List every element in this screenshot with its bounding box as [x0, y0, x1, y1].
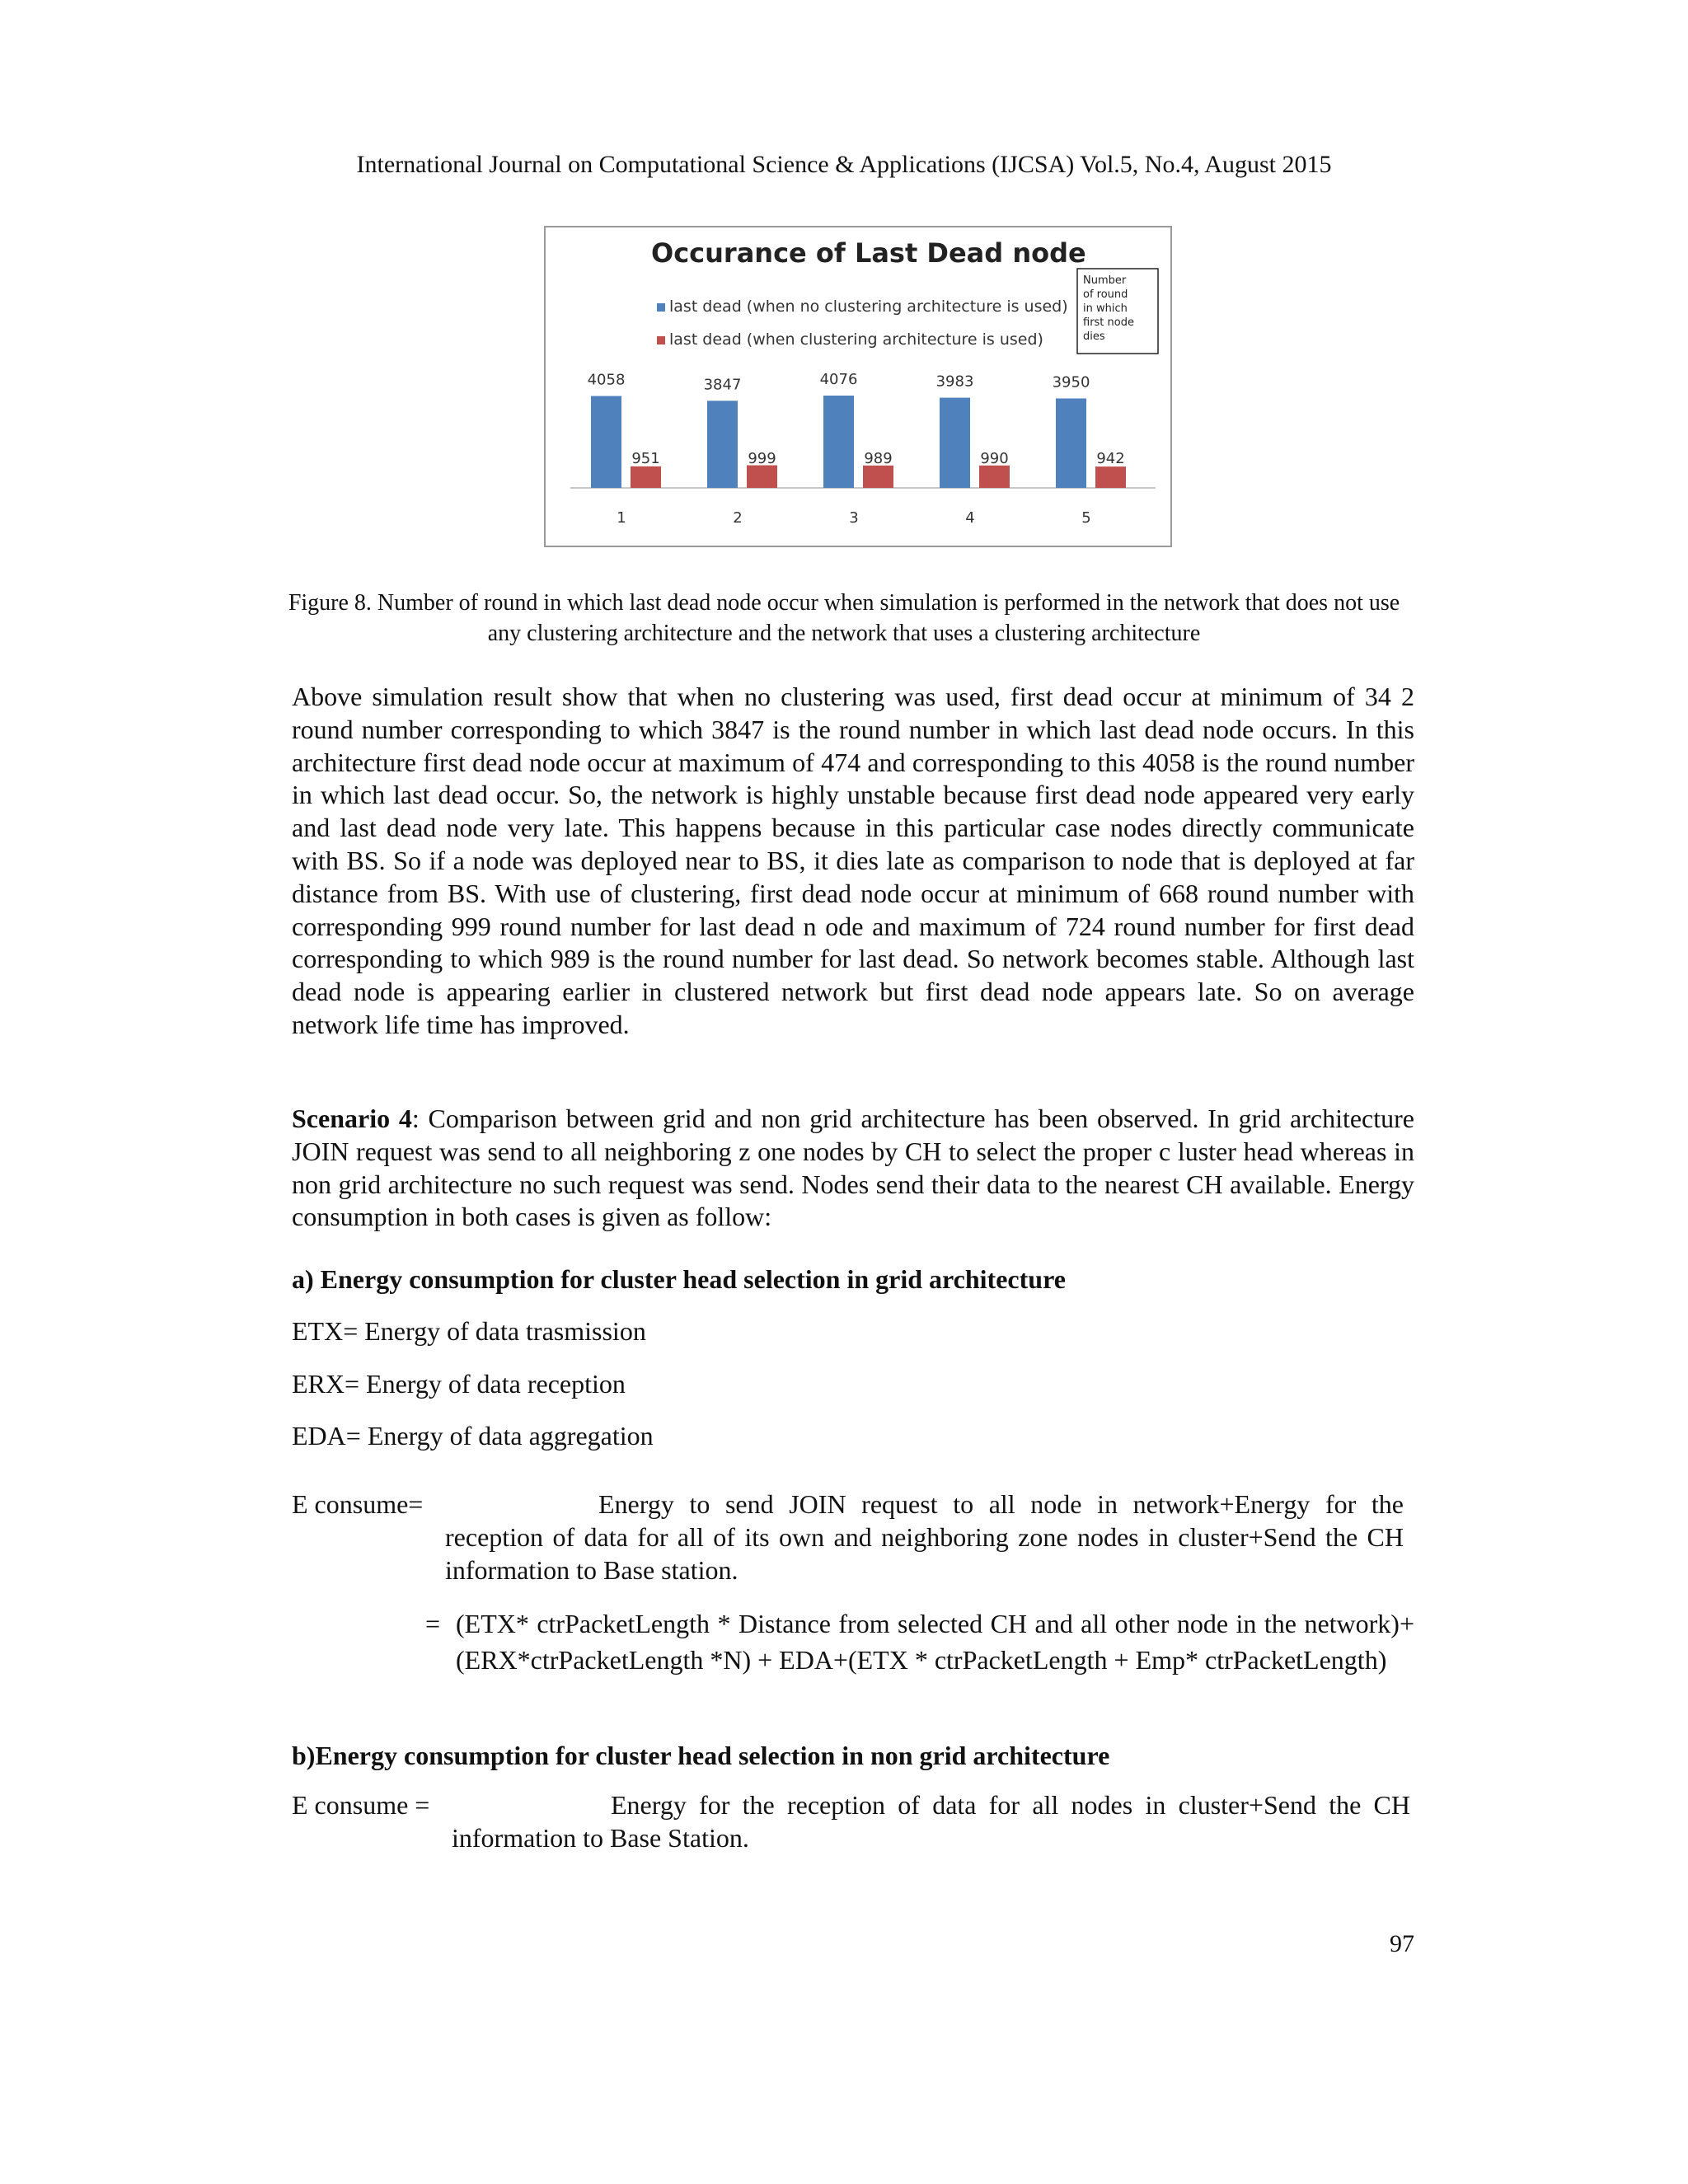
bar-series2-cat1 — [631, 466, 661, 488]
data-label-series1-cat3: 4076 — [819, 371, 858, 388]
data-label-series1-cat2: 3847 — [703, 376, 742, 394]
bar-series1-cat1 — [591, 396, 621, 488]
equation-2-rhs: (ETX* ctrPacketLength * Distance from selected CH and all other node in the network)+(ERX*ctrPacketLength *N) + EDA+(ETX * ctrPacketLength + Emp* ctrPacketLength) — [456, 1609, 1414, 1675]
bar-series2-cat5 — [1095, 466, 1126, 488]
page-number: 97 — [1390, 1930, 1414, 1957]
data-label-series2-cat4: 990 — [980, 450, 1009, 467]
data-label-series1-cat4: 3983 — [935, 373, 974, 391]
scenario-label: Scenario 4 — [292, 1104, 412, 1133]
chart-title: Occurance of Last Dead node — [651, 237, 1086, 269]
data-label-series2-cat2: 999 — [748, 450, 776, 467]
x-tick-label-2: 2 — [733, 509, 743, 527]
figure-caption: Figure 8. Number of round in which last dead node occur when simulation is performed in the network that does not use any clustering architecture and the network that uses a clustering architecture — [288, 590, 1400, 646]
paragraph-scenario-4 — [292, 1103, 1414, 1234]
x-tick-label-4: 4 — [965, 509, 975, 527]
legend-label-no-clustering: last dead (when no clustering architecture is used) — [669, 298, 1068, 316]
bar-series1-cat4 — [940, 398, 970, 488]
bar-series2-cat3 — [863, 466, 893, 488]
legend-label-clustering: last dead (when clustering architecture is used) — [669, 330, 1043, 349]
definition-erx: ERX= Energy of data reception — [292, 1369, 626, 1399]
definition-eda: EDA= Energy of data aggregation — [292, 1421, 654, 1451]
equation-1-lhs: E consume= — [292, 1489, 424, 1519]
figure-8-chart — [544, 226, 1172, 547]
paragraph-simulation-result: Above simulation result show that when no clustering was used, first dead occur at minimum of 34 2 round number corresponding to which 3847 is the round number in which last dead node occurs. In this architecture first dead node occur at maximum of 474 and corresponding to this 4058 is the round number in which last dead occur. So, the network is highly unstable because first dead node appeared very early and last dead node very late. This happens because in this particular case nodes directly communicate with BS. So if a node was deployed near to BS, it dies late as comparison to node that is deployed at far distance from BS. With use of clustering, first dead node occur at minimum of 668 round number with corresponding 999 round number for last dead n ode and maximum of 724 round number for first dead corresponding to which 989 is the round number for last dead. So network becomes stable. Although last dead node is appearing earlier in clustered network but first dead node appears late. So on average network life time has improved. — [292, 682, 1414, 1039]
bar-chart — [546, 227, 1170, 546]
bar-series2-cat4 — [979, 466, 1010, 488]
data-label-series2-cat1: 951 — [631, 450, 660, 467]
equation-3-lhs: E consume = — [292, 1790, 430, 1820]
x-tick-label-1: 1 — [617, 509, 626, 527]
scenario-text: : Comparison between grid and non grid architecture has been observed. In grid architecture JOIN request was send to all neighboring z one nodes by CH to select the proper c luster head whereas in non grid architecture no such request was send. Nodes send their data to the nearest CH available. Energy consumption in both cases is given as follow: — [292, 1104, 1415, 1232]
legend-swatch-clustering — [657, 336, 665, 344]
annotation-text: Number of round in which first node dies — [1083, 274, 1134, 343]
equation-1-rhs-wrap — [281, 1488, 1404, 1586]
definition-etx: ETX= Energy of data trasmission — [292, 1316, 646, 1346]
bar-series1-cat3 — [823, 396, 854, 488]
x-tick-label-5: 5 — [1081, 509, 1091, 527]
equation-3-rhs: Energy for the reception of data for all nodes in cluster+Send the CH information to Base Station. — [452, 1790, 1410, 1853]
legend-swatch-no-clustering — [657, 303, 665, 312]
bar-series1-cat5 — [1056, 398, 1086, 488]
bar-series1-cat2 — [707, 401, 738, 488]
annotation-source: Number of round in which first node dies — [546, 227, 560, 228]
data-label-series1-cat5: 3950 — [1052, 373, 1090, 391]
equation-3-rhs-wrap — [288, 1788, 1410, 1854]
x-tick-label-3: 3 — [849, 509, 859, 527]
data-label-series2-cat3: 989 — [864, 450, 893, 467]
running-header: International Journal on Computational Science & Applications (IJCSA) Vol.5, No.4, August 2015 — [356, 151, 1332, 178]
equation-2-lhs: = — [425, 1609, 441, 1638]
data-label-series2-cat5: 942 — [1096, 450, 1125, 467]
bar-series2-cat2 — [747, 466, 777, 488]
bars-group — [588, 371, 1126, 527]
data-label-series1-cat1: 4058 — [587, 371, 626, 389]
section-b-heading: b)Energy consumption for cluster head selection in non grid architecture — [292, 1741, 1110, 1770]
section-a-heading: a) Energy consumption for cluster head selection in grid architecture — [292, 1264, 1066, 1294]
equation-1-rhs: Energy to send JOIN request to all node in network+Energy for the reception of data for all of its own and neighboring zone nodes in cluster+Send the CH information to Base station. — [445, 1489, 1404, 1585]
